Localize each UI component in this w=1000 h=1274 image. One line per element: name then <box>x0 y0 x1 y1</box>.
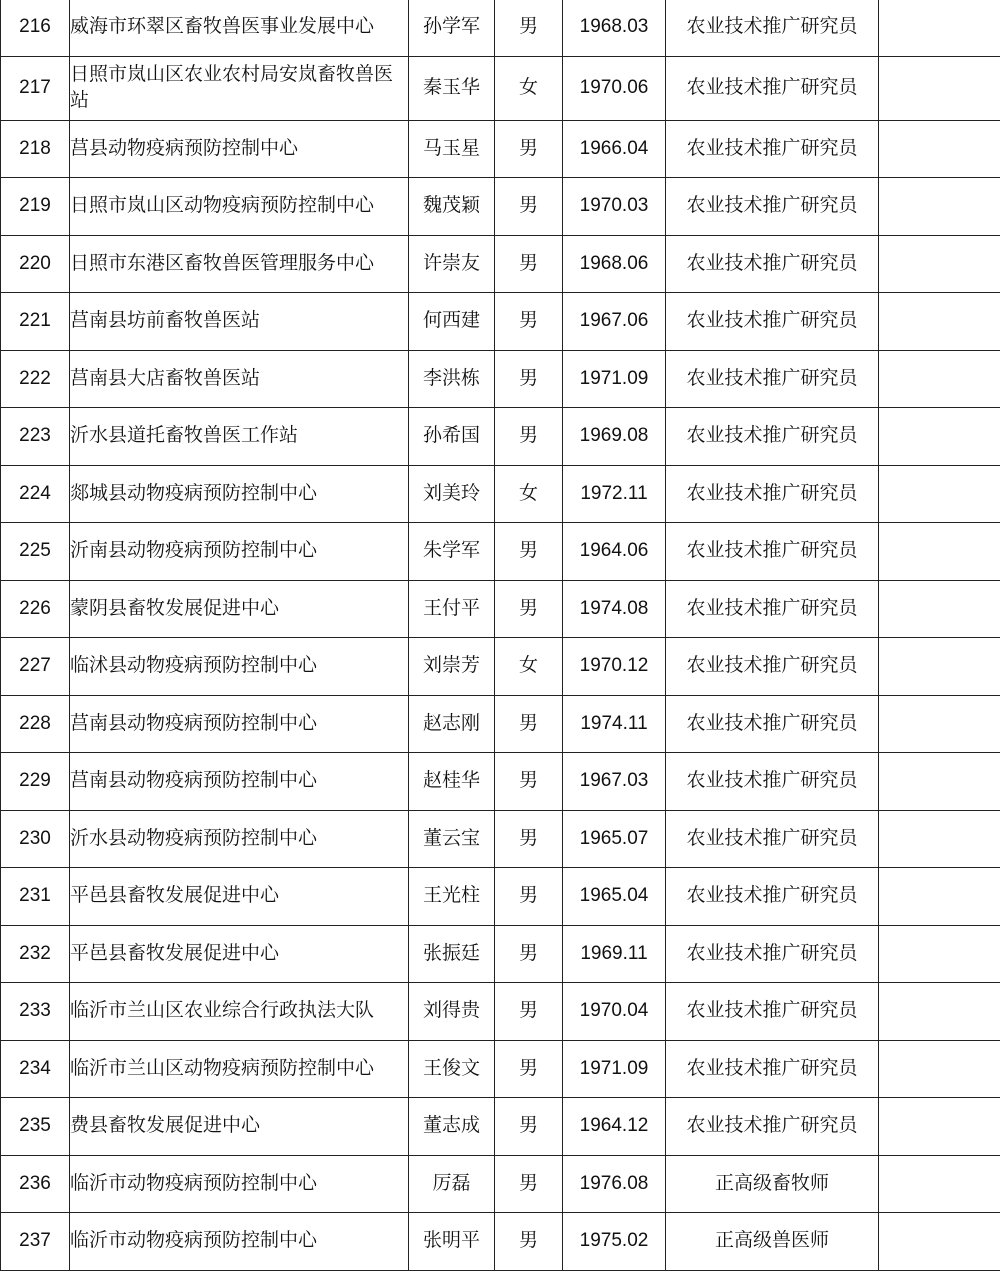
row-number-cell: 228 <box>1 695 70 753</box>
work-unit-cell: 莒南县坊前畜牧兽医站 <box>70 293 409 351</box>
table-row <box>1 1098 1000 1156</box>
birth-date-cell: 1967.06 <box>563 293 666 351</box>
person-name-cell: 张振廷 <box>409 925 495 983</box>
table-row <box>1 293 1000 351</box>
table-row <box>1 1040 1000 1098</box>
work-unit-cell: 费县畜牧发展促进中心 <box>70 1098 409 1156</box>
professional-title-cell: 农业技术推广研究员 <box>666 810 879 868</box>
professional-title-cell: 农业技术推广研究员 <box>666 350 879 408</box>
gender-cell: 男 <box>495 523 563 581</box>
birth-date-cell: 1976.08 <box>563 1155 666 1213</box>
row-number-cell: 222 <box>1 350 70 408</box>
gender-cell: 男 <box>495 0 563 56</box>
professional-title-cell: 农业技术推广研究员 <box>666 638 879 696</box>
person-name-cell: 朱学军 <box>409 523 495 581</box>
work-unit-cell: 临沂市动物疫病预防控制中心 <box>70 1155 409 1213</box>
remark-cell <box>879 695 1000 753</box>
work-unit-cell: 日照市岚山区农业农村局安岚畜牧兽医站 <box>70 56 409 120</box>
table-row <box>1 638 1000 696</box>
birth-date-cell: 1965.07 <box>563 810 666 868</box>
table-row <box>1 925 1000 983</box>
person-name-cell: 王光柱 <box>409 868 495 926</box>
person-name-cell: 赵桂华 <box>409 753 495 811</box>
row-number-cell: 225 <box>1 523 70 581</box>
table-row <box>1 1155 1000 1213</box>
birth-date-cell: 1970.12 <box>563 638 666 696</box>
birth-date-cell: 1969.08 <box>563 408 666 466</box>
professional-title-cell: 农业技术推广研究员 <box>666 293 879 351</box>
professional-title-cell: 正高级兽医师 <box>666 1213 879 1271</box>
remark-cell <box>879 178 1000 236</box>
work-unit-cell: 临沭县动物疫病预防控制中心 <box>70 638 409 696</box>
row-number-cell: 216 <box>1 0 70 56</box>
professional-title-cell: 农业技术推广研究员 <box>666 925 879 983</box>
remark-cell <box>879 0 1000 56</box>
birth-date-cell: 1964.12 <box>563 1098 666 1156</box>
birth-date-cell: 1974.08 <box>563 580 666 638</box>
person-name-cell: 董云宝 <box>409 810 495 868</box>
remark-cell <box>879 1155 1000 1213</box>
row-number-cell: 236 <box>1 1155 70 1213</box>
row-number-cell: 230 <box>1 810 70 868</box>
remark-cell <box>879 983 1000 1041</box>
professional-title-cell: 农业技术推广研究员 <box>666 580 879 638</box>
table-row <box>1 465 1000 523</box>
gender-cell: 男 <box>495 178 563 236</box>
table-row <box>1 868 1000 926</box>
work-unit-cell: 蒙阴县畜牧发展促进中心 <box>70 580 409 638</box>
work-unit-cell: 莒县动物疫病预防控制中心 <box>70 120 409 178</box>
work-unit-cell: 沂水县动物疫病预防控制中心 <box>70 810 409 868</box>
row-number-cell: 218 <box>1 120 70 178</box>
gender-cell: 男 <box>495 753 563 811</box>
gender-cell: 女 <box>495 638 563 696</box>
row-number-cell: 234 <box>1 1040 70 1098</box>
table-row <box>1 0 1000 56</box>
remark-cell <box>879 56 1000 120</box>
person-name-cell: 刘美玲 <box>409 465 495 523</box>
birth-date-cell: 1968.03 <box>563 0 666 56</box>
table-row <box>1 178 1000 236</box>
birth-date-cell: 1970.03 <box>563 178 666 236</box>
professional-title-cell: 正高级畜牧师 <box>666 1155 879 1213</box>
gender-cell: 男 <box>495 408 563 466</box>
gender-cell: 男 <box>495 1213 563 1271</box>
row-number-cell: 231 <box>1 868 70 926</box>
row-number-cell: 229 <box>1 753 70 811</box>
birth-date-cell: 1968.06 <box>563 235 666 293</box>
person-name-cell: 赵志刚 <box>409 695 495 753</box>
row-number-cell: 226 <box>1 580 70 638</box>
work-unit-cell: 莒南县大店畜牧兽医站 <box>70 350 409 408</box>
work-unit-cell: 临沂市动物疫病预防控制中心 <box>70 1213 409 1271</box>
row-number-cell: 237 <box>1 1213 70 1271</box>
remark-cell <box>879 868 1000 926</box>
remark-cell <box>879 465 1000 523</box>
gender-cell: 男 <box>495 293 563 351</box>
work-unit-cell: 临沂市兰山区农业综合行政执法大队 <box>70 983 409 1041</box>
work-unit-cell: 临沂市兰山区动物疫病预防控制中心 <box>70 1040 409 1098</box>
person-name-cell: 魏茂颖 <box>409 178 495 236</box>
table-row <box>1 408 1000 466</box>
work-unit-cell: 日照市岚山区动物疫病预防控制中心 <box>70 178 409 236</box>
table-row <box>1 1213 1000 1271</box>
professional-title-cell: 农业技术推广研究员 <box>666 120 879 178</box>
work-unit-cell: 威海市环翠区畜牧兽医事业发展中心 <box>70 0 409 56</box>
person-name-cell: 许崇友 <box>409 235 495 293</box>
person-name-cell: 孙希国 <box>409 408 495 466</box>
person-name-cell: 王付平 <box>409 580 495 638</box>
table-row <box>1 523 1000 581</box>
remark-cell <box>879 235 1000 293</box>
birth-date-cell: 1970.06 <box>563 56 666 120</box>
gender-cell: 男 <box>495 695 563 753</box>
work-unit-cell: 沂南县动物疫病预防控制中心 <box>70 523 409 581</box>
table-row <box>1 695 1000 753</box>
row-number-cell: 223 <box>1 408 70 466</box>
table-row <box>1 56 1000 120</box>
table-row <box>1 235 1000 293</box>
birth-date-cell: 1971.09 <box>563 1040 666 1098</box>
gender-cell: 男 <box>495 810 563 868</box>
professional-title-cell: 农业技术推广研究员 <box>666 1040 879 1098</box>
work-unit-cell: 平邑县畜牧发展促进中心 <box>70 925 409 983</box>
birth-date-cell: 1970.04 <box>563 983 666 1041</box>
professional-title-cell: 农业技术推广研究员 <box>666 465 879 523</box>
professional-title-cell: 农业技术推广研究员 <box>666 695 879 753</box>
remark-cell <box>879 293 1000 351</box>
row-number-cell: 224 <box>1 465 70 523</box>
professional-title-cell: 农业技术推广研究员 <box>666 983 879 1041</box>
row-number-cell: 235 <box>1 1098 70 1156</box>
remark-cell <box>879 350 1000 408</box>
remark-cell <box>879 1213 1000 1271</box>
remark-cell <box>879 1098 1000 1156</box>
birth-date-cell: 1967.03 <box>563 753 666 811</box>
remark-cell <box>879 1040 1000 1098</box>
gender-cell: 男 <box>495 1155 563 1213</box>
remark-cell <box>879 408 1000 466</box>
gender-cell: 男 <box>495 350 563 408</box>
remark-cell <box>879 120 1000 178</box>
table-row <box>1 350 1000 408</box>
work-unit-cell: 沂水县道托畜牧兽医工作站 <box>70 408 409 466</box>
professional-title-cell: 农业技术推广研究员 <box>666 868 879 926</box>
person-name-cell: 刘得贵 <box>409 983 495 1041</box>
work-unit-cell: 莒南县动物疫病预防控制中心 <box>70 753 409 811</box>
person-name-cell: 刘崇芳 <box>409 638 495 696</box>
work-unit-cell: 平邑县畜牧发展促进中心 <box>70 868 409 926</box>
row-number-cell: 221 <box>1 293 70 351</box>
table-row <box>1 120 1000 178</box>
professional-title-cell: 农业技术推广研究员 <box>666 753 879 811</box>
gender-cell: 男 <box>495 235 563 293</box>
gender-cell: 女 <box>495 56 563 120</box>
row-number-cell: 232 <box>1 925 70 983</box>
gender-cell: 女 <box>495 465 563 523</box>
remark-cell <box>879 638 1000 696</box>
remark-cell <box>879 580 1000 638</box>
row-number-cell: 220 <box>1 235 70 293</box>
table-row <box>1 580 1000 638</box>
gender-cell: 男 <box>495 983 563 1041</box>
remark-cell <box>879 753 1000 811</box>
birth-date-cell: 1964.06 <box>563 523 666 581</box>
table-row <box>1 810 1000 868</box>
professional-title-cell: 农业技术推广研究员 <box>666 235 879 293</box>
table-row <box>1 753 1000 811</box>
birth-date-cell: 1975.02 <box>563 1213 666 1271</box>
row-number-cell: 227 <box>1 638 70 696</box>
person-name-cell: 张明平 <box>409 1213 495 1271</box>
work-unit-cell: 日照市东港区畜牧兽医管理服务中心 <box>70 235 409 293</box>
professional-title-cell: 农业技术推广研究员 <box>666 523 879 581</box>
professional-title-cell: 农业技术推广研究员 <box>666 408 879 466</box>
gender-cell: 男 <box>495 925 563 983</box>
person-name-cell: 孙学军 <box>409 0 495 56</box>
birth-date-cell: 1974.11 <box>563 695 666 753</box>
professional-title-cell: 农业技术推广研究员 <box>666 1098 879 1156</box>
remark-cell <box>879 925 1000 983</box>
gender-cell: 男 <box>495 1040 563 1098</box>
professional-title-cell: 农业技术推广研究员 <box>666 178 879 236</box>
birth-date-cell: 1971.09 <box>563 350 666 408</box>
person-name-cell: 何西建 <box>409 293 495 351</box>
work-unit-cell: 莒南县动物疫病预防控制中心 <box>70 695 409 753</box>
person-name-cell: 厉磊 <box>409 1155 495 1213</box>
birth-date-cell: 1966.04 <box>563 120 666 178</box>
gender-cell: 男 <box>495 868 563 926</box>
person-name-cell: 秦玉华 <box>409 56 495 120</box>
row-number-cell: 233 <box>1 983 70 1041</box>
person-name-cell: 董志成 <box>409 1098 495 1156</box>
remark-cell <box>879 523 1000 581</box>
person-name-cell: 李洪栋 <box>409 350 495 408</box>
professional-title-cell: 农业技术推广研究员 <box>666 56 879 120</box>
gender-cell: 男 <box>495 580 563 638</box>
birth-date-cell: 1972.11 <box>563 465 666 523</box>
gender-cell: 男 <box>495 1098 563 1156</box>
person-name-cell: 王俊文 <box>409 1040 495 1098</box>
gender-cell: 男 <box>495 120 563 178</box>
row-number-cell: 219 <box>1 178 70 236</box>
professional-title-cell: 农业技术推广研究员 <box>666 0 879 56</box>
person-name-cell: 马玉星 <box>409 120 495 178</box>
birth-date-cell: 1965.04 <box>563 868 666 926</box>
remark-cell <box>879 810 1000 868</box>
row-number-cell: 217 <box>1 56 70 120</box>
roster-body <box>1 0 1000 1270</box>
work-unit-cell: 郯城县动物疫病预防控制中心 <box>70 465 409 523</box>
birth-date-cell: 1969.11 <box>563 925 666 983</box>
table-row <box>1 983 1000 1041</box>
